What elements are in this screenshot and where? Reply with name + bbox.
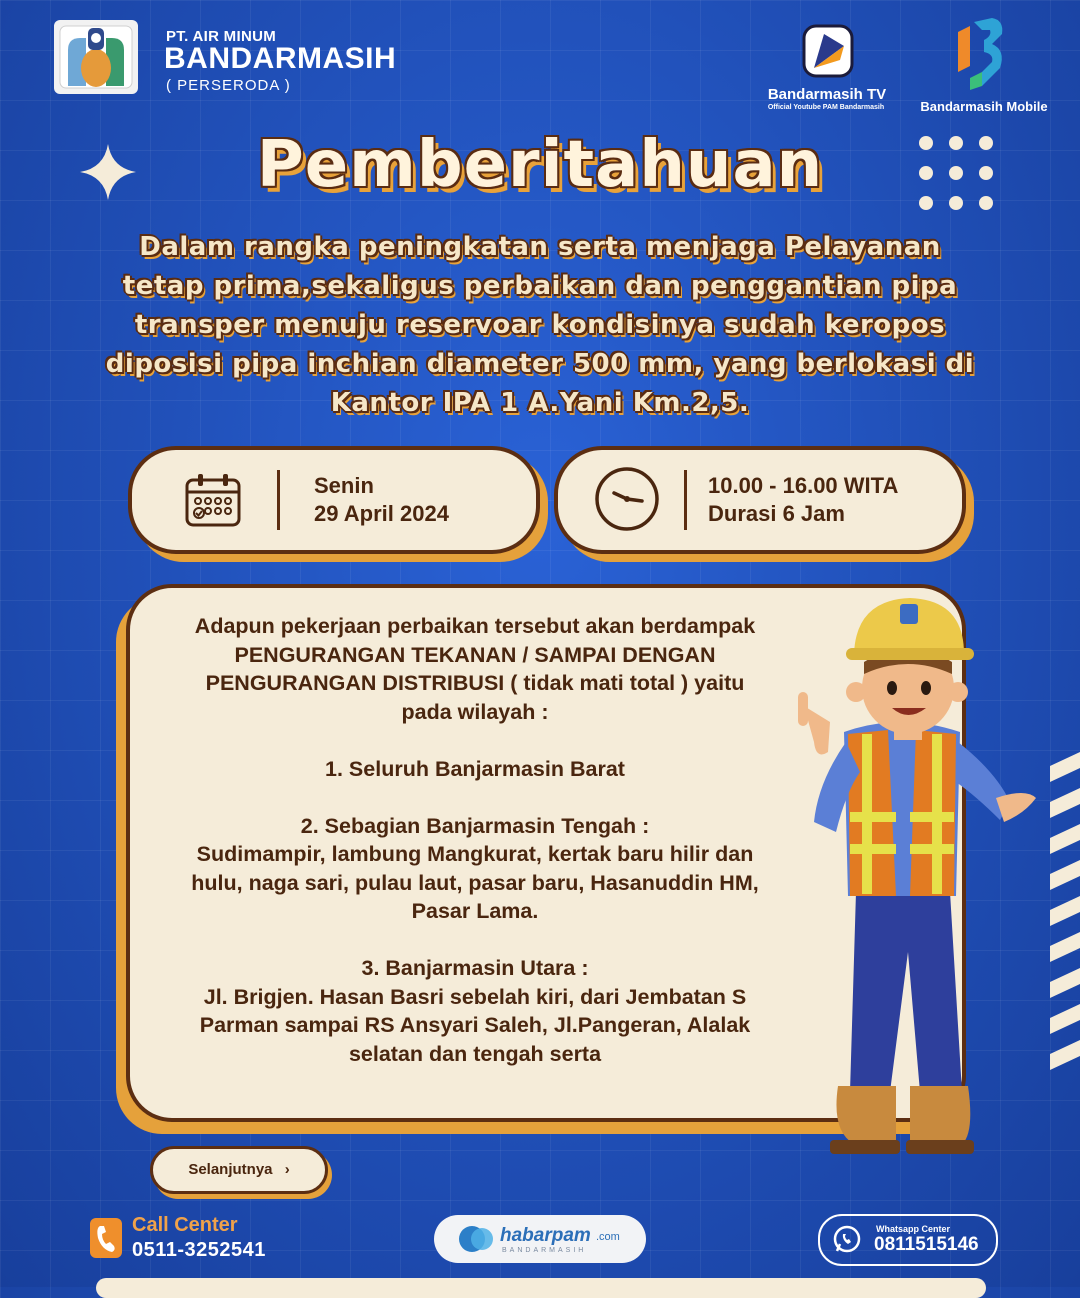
pill-divider xyxy=(277,470,280,530)
habarpam-link[interactable] xyxy=(434,1215,646,1263)
schedule-duration: Durasi 6 Jam xyxy=(708,501,845,526)
page-title: Pemberitahuan xyxy=(256,128,824,202)
next-button-label: Selanjutnya xyxy=(188,1161,273,1178)
habarpam-sub: BANDARMASIH xyxy=(502,1247,587,1254)
org-sub: ( PERSERODA ) xyxy=(166,77,291,94)
habarpam-brand: habarpam xyxy=(500,1225,591,1246)
habarpam-tld: .com xyxy=(596,1231,620,1243)
clock-icon xyxy=(594,466,660,536)
time-pill xyxy=(554,446,966,554)
decorative-stripes xyxy=(1050,752,1080,1072)
whatsapp-center-number[interactable]: 0811515146 xyxy=(874,1234,979,1255)
call-center-label: Call Center xyxy=(132,1214,238,1236)
schedule-date: 29 April 2024 xyxy=(314,501,449,526)
call-center-number[interactable]: 0511-3252541 xyxy=(132,1239,266,1261)
phone-icon xyxy=(90,1218,122,1258)
org-name: BANDARMASIH xyxy=(164,42,397,75)
schedule-day: Senin xyxy=(314,473,374,498)
whatsapp-icon xyxy=(832,1224,862,1254)
whatsapp-center-label: Whatsapp Center xyxy=(876,1224,951,1234)
bandarmasih-tv-label: Bandarmasih TV xyxy=(767,86,887,103)
schedule-time: 10.00 - 16.00 WITA xyxy=(708,473,899,498)
next-button[interactable] xyxy=(150,1146,328,1194)
bandarmasih-tv-sub: Official Youtube PAM Bandarmasih xyxy=(767,104,885,111)
date-pill xyxy=(128,446,540,554)
details-text: Adapun pekerjaan perbaikan tersebut akan berdampak PENGURANGAN TEKANAN / SAMPAI DENGAN PENGURANGAN DISTRIBUSI ( tidak mati total ) yaitu pada wilayah : 1. Seluruh Banjarmasin Barat 2. Sebagian Banjarmasin Tengah : Sudimampir, lambung Mangkurat, kertak baru hilir dan hulu, naga sari, pulau laut, pasar baru, Hasanuddin HM, Pasar Lama. 3. Banjarmasin Utara : Jl. Brigjen. Hasan Basri sebelah kiri, dari Jembatan S Parman sampai RS Ansyari Saleh, Jl.Pangeran, Alalak selatan dan tengah serta xyxy=(191,614,759,1066)
pill-divider xyxy=(684,470,687,530)
company-logo-icon xyxy=(54,20,138,94)
bottom-bar xyxy=(96,1278,986,1298)
calendar-icon xyxy=(184,472,242,532)
habarpam-logo-icon xyxy=(458,1225,494,1253)
construction-worker-illustration xyxy=(760,592,1060,1172)
chevron-right-icon: › xyxy=(284,1161,290,1178)
bandarmasih-mobile-label: Bandarmasih Mobile xyxy=(920,99,1048,114)
intro-paragraph: Dalam rangka peningkatan serta menjaga Pelayanan tetap prima,sekaligus perbaikan dan penggantian pipa transper menuju reservoar kondisinya sudah keropos diposisi pipa inchian diameter 500 mm, yang berlokasi di Kantor IPA 1 A.Yani Km.2,5. xyxy=(105,232,975,418)
bandarmasih-mobile-icon[interactable] xyxy=(952,16,1008,92)
org-line1: PT. AIR MINUM xyxy=(166,28,277,45)
bandarmasih-tv-icon[interactable] xyxy=(800,22,856,80)
